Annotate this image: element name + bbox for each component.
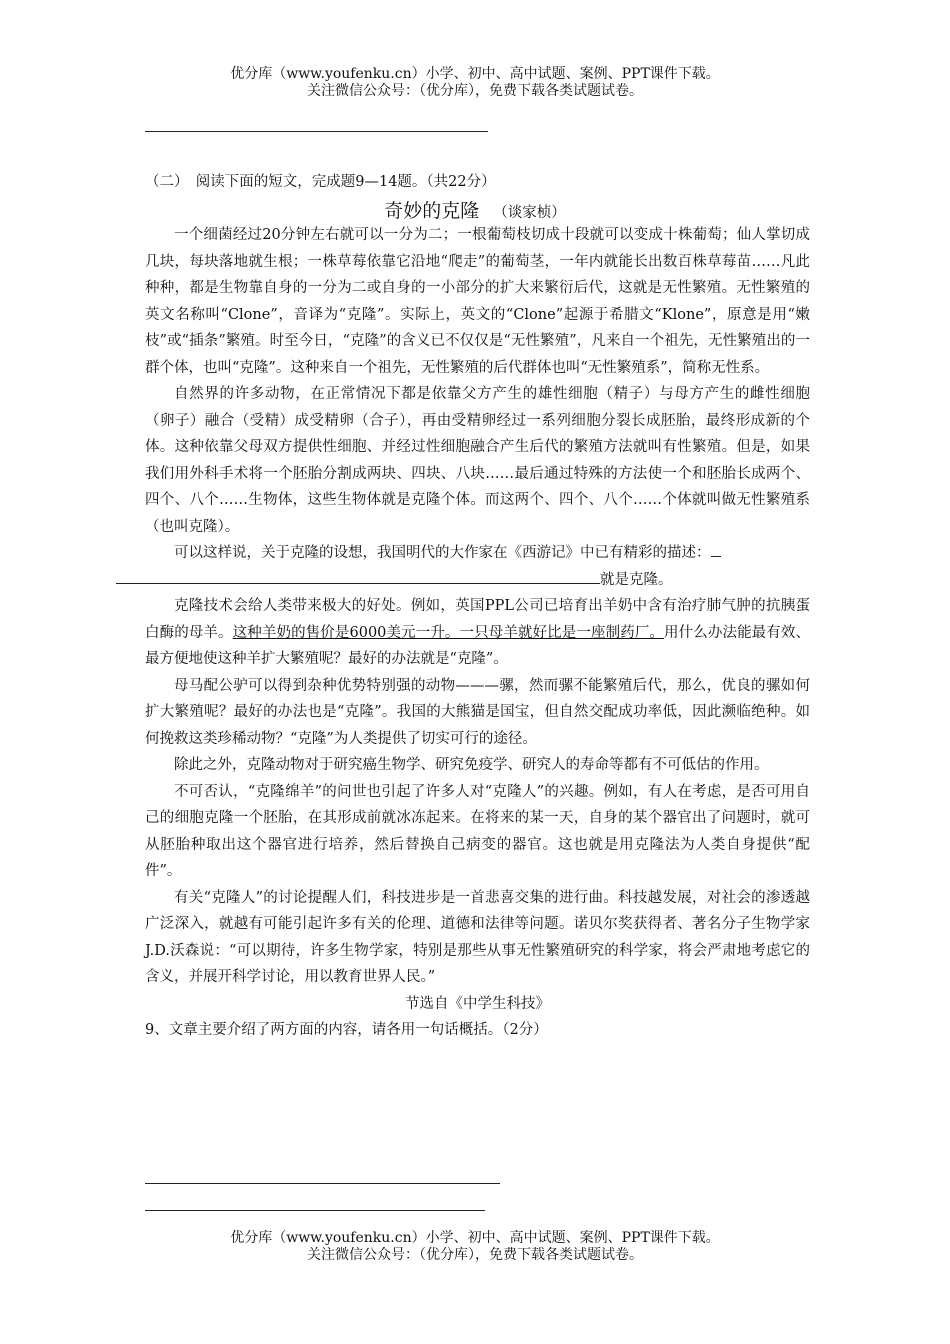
footer-line-2: 关注微信公众号：（优分库），免费下载各类试题试卷。	[307, 1247, 643, 1263]
answer-blank	[116, 567, 600, 584]
paragraph-3	[145, 540, 810, 593]
paragraph-2: 自然界的许多动物，在正常情况下都是依靠父方产生的雄性细胞（精子）与母方产生的雌性细胞（卵子）融合（受精）成受精卵（合子），再由受精卵经过一系列细胞分裂长成胚胎，最终形成新的个体。这种依靠父母双方提供性细胞、并经过性细胞融合产生后代的繁殖方法就叫有性繁殖。但是，如果我们用外科手术将一个胚胎分割成两块、四块、八块……最后通过特殊的方法使一个和胚胎长成两个、四个、八个……生物体，这些生物体就是克隆个体。而这两个、四个、八个……个体就叫做无性繁殖系（也叫克隆）。	[145, 386, 810, 535]
paragraph-7: 不可否认，“克隆绵羊”的问世也引起了许多人对“克隆人”的兴趣。例如，有人在考虑，是否可用自己的细胞克隆一个胚胎，在其形成前就冰冻起来。在将来的某一天，自身的某个器官出了问题时，就可从胚胎种取出这个器官进行培养，然后替换自己病变的器官。这也就是用克隆法为人类自身提供“配件”。	[145, 783, 810, 879]
header-line-1: 优分库（www.youfenku.cn）小学、初中、高中试题、案例、PPT课件下载。	[230, 66, 720, 82]
article-title: 奇妙的克隆	[384, 200, 480, 222]
answer-blank-start	[711, 540, 721, 557]
paragraph-8: 有关“克隆人”的讨论提醒人们，科技进步是一首悲喜交集的进行曲。科技越发展，对社会的渗透越广泛深入，就越有可能引起许多有关的伦理、道德和法律等问题。诺贝尔奖获得者、著名分子生物学家J.D.沃森说：“可以期待，许多生物学家，特别是那些从事无性繁殖研究的科学家，将会严肃地考虑它的含义，并展开科学讨论，用以教育世界人民。”	[145, 889, 810, 985]
article-body	[145, 222, 810, 1044]
header-divider	[145, 131, 488, 132]
answer-line-1	[145, 1183, 500, 1184]
paragraph-5: 母马配公驴可以得到杂种优势特别强的动物———骡，然而骡不能繁殖后代，那么，优良的骡如何扩大繁殖呢？最好的办法也是“克隆”。我国的大熊猫是国宝，但自然交配成功率低，因此濒临绝种。如何挽救这类珍稀动物？“克隆”为人类提供了切实可行的途径。	[145, 677, 810, 747]
article-author: （谈家桢）	[493, 205, 566, 221]
article-title-block	[0, 196, 950, 223]
page-header	[0, 66, 950, 100]
paragraph-3-text: 可以这样说，关于克隆的设想，我国明代的大作家在《西游记》中已有精彩的描述：	[174, 545, 711, 561]
paragraph-6: 除此之外，克隆动物对于研究癌生物学、研究免疫学、研究人的寿命等都有不可低估的作用。	[174, 757, 769, 773]
answer-line-2	[145, 1210, 485, 1211]
underlined-sentence: 这种羊奶的售价是6000美元一升。一只母羊就好比是一座制药厂。	[232, 624, 665, 641]
question-9: 9、文章主要介绍了两方面的内容，请各用一句话概括。（2分）	[145, 1022, 548, 1038]
page-footer	[0, 1230, 950, 1264]
paragraph-4-text-a: 克隆技术会给人类带来极大的好处。例如，英国PPL公司已培育出羊奶中含有治疗肺气肿的抗胰蛋白酶的母羊。	[145, 598, 810, 641]
article-source: 节选自《中学生科技》	[405, 995, 550, 1012]
paragraph-4-text-b: 用什么办法能最有效、最方便地使这种羊扩大繁殖呢？最好的办法就是“克隆”。	[145, 624, 810, 667]
footer-line-1: 优分库（www.youfenku.cn）小学、初中、高中试题、案例、PPT课件下载。	[230, 1230, 720, 1246]
header-line-2: 关注微信公众号：（优分库），免费下载各类试题试卷。	[307, 83, 643, 99]
paragraph-4	[145, 593, 810, 673]
paragraph-3-end: 就是克隆。	[600, 571, 673, 588]
section-heading: （二） 阅读下面的短文，完成题9—14题。（共22分）	[145, 174, 496, 190]
paragraph-1: 一个细菌经过20分钟左右就可以一分为二；一根葡萄枝切成十段就可以变成十株葡萄；仙人掌切成几块，每块落地就生根；一株草莓依靠它沿地“爬走”的葡萄茎，一年内就能长出数百株草莓苗……凡此种种，都是生物靠自身的一分为二或自身的一小部分的扩大来繁衍后代，这就是无性繁殖。无性繁殖的英文名称叫“Clone”，音译为“克隆”。实际上，英文的“Clone”起源于希腊文“Klone”，原意是用“嫩枝”或“插条”繁殖。时至今日，“克隆”的含义已不仅仅是“无性繁殖”，凡来自一个祖先，无性繁殖出的一群个体，也叫“克隆”。这种来自一个祖先，无性繁殖的后代群体也叫“无性繁殖系”，简称无性系。	[145, 227, 810, 376]
